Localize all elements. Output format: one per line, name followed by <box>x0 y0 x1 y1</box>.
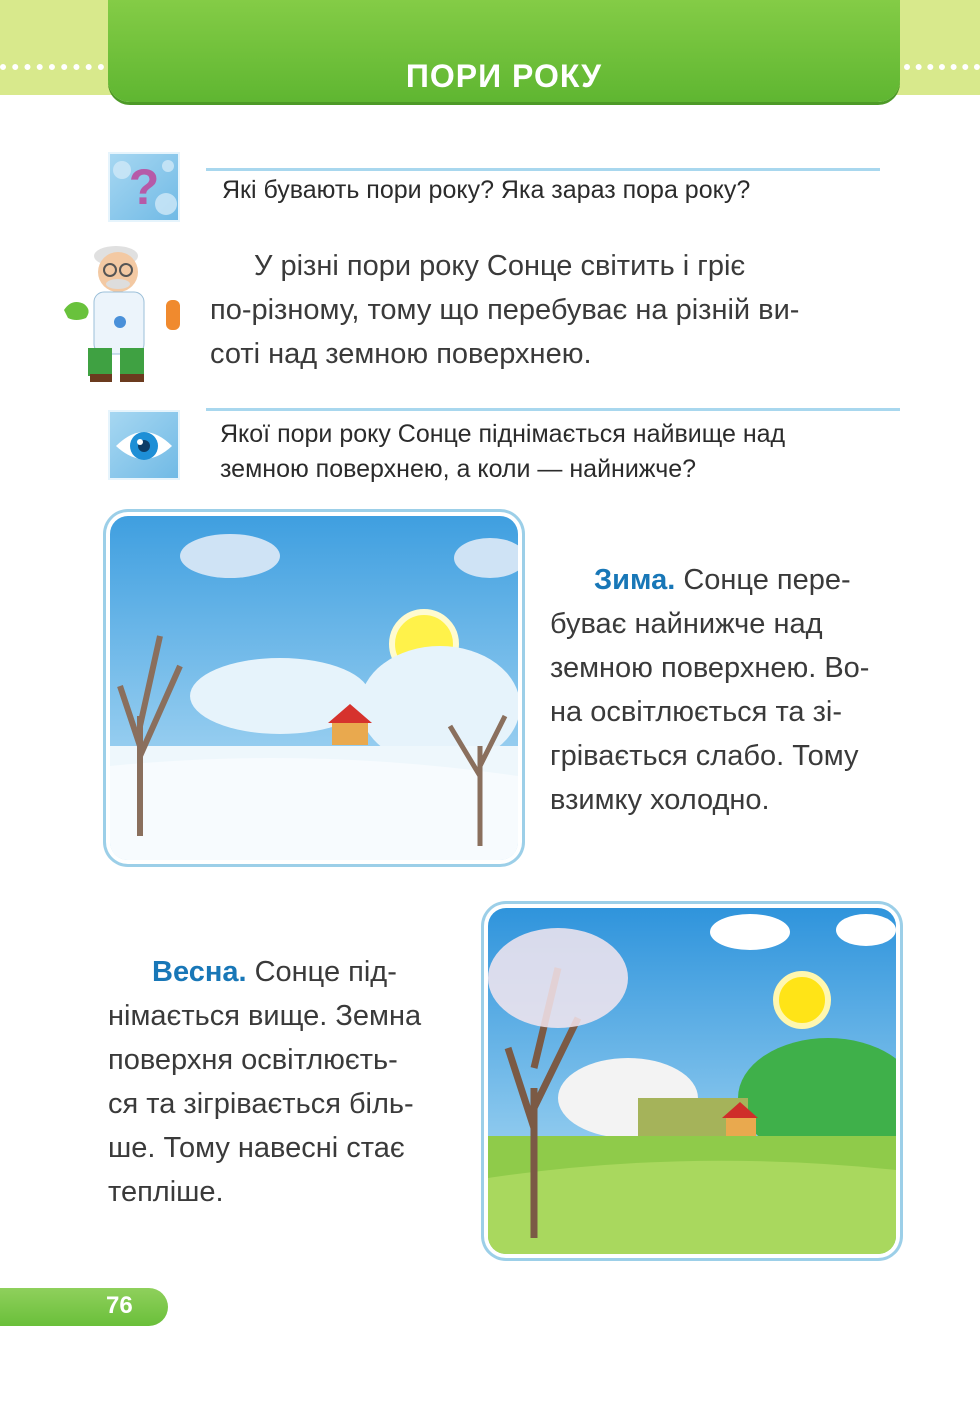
page-number: 76 <box>106 1292 133 1319</box>
question-text: Які бувають пори року? Яка зараз пора року? <box>222 176 751 204</box>
spring-line-3: поверхня освітлюєть- <box>108 1044 398 1076</box>
observe-line-2: земною поверхнею, а коли — найнижче? <box>220 455 697 483</box>
header-dots-left <box>0 64 104 78</box>
winter-line-6: взимку холодно. <box>550 784 770 816</box>
winter-term: Зима. <box>594 564 676 596</box>
intro-line-2: по-різному, тому що перебуває на різній ви- <box>210 294 800 326</box>
scientist-character <box>58 240 198 390</box>
question-rule <box>206 168 880 171</box>
svg-text:?: ? <box>128 159 160 215</box>
winter-line-3: земною поверхнею. Во- <box>550 652 870 684</box>
observe-rule <box>206 408 900 411</box>
eye-icon <box>108 410 180 480</box>
intro-line-1: У різні пори року Сонце світить і гріє <box>254 250 746 282</box>
intro-paragraph <box>210 244 900 376</box>
header-dots-right <box>904 64 980 78</box>
spring-line-5: ше. Тому навесні стає <box>108 1132 405 1164</box>
observe-line-1: Якої пори року Сонце піднімається найвище над <box>220 420 786 448</box>
header-band-right <box>890 0 980 95</box>
spring-landscape-illustration <box>488 908 896 1254</box>
question-mark-icon <box>108 152 180 222</box>
spring-paragraph <box>108 950 458 1214</box>
winter-line-1: Сонце пере- <box>675 564 851 596</box>
page-number-tab <box>0 1288 168 1326</box>
spring-line-4: ся та зігрівається біль- <box>108 1088 414 1120</box>
winter-line-2: буває найнижче над <box>550 608 823 640</box>
header-band-left <box>0 0 120 95</box>
winter-line-4: на освітлюється та зі- <box>550 696 842 728</box>
spring-line-1: Сонце під- <box>246 956 397 988</box>
winter-landscape-illustration <box>110 516 518 860</box>
winter-line-5: грівається слабо. Тому <box>550 740 859 772</box>
spring-line-2: німається вище. Земна <box>108 1000 422 1032</box>
spring-line-6: тепліше. <box>108 1176 224 1208</box>
winter-paragraph <box>550 558 900 822</box>
intro-line-3: соті над земною поверхнею. <box>210 338 592 370</box>
page-title: ПОРИ РОКУ <box>405 58 603 94</box>
observe-question <box>220 417 785 487</box>
spring-term: Весна. <box>152 956 247 988</box>
header-tab <box>108 0 900 102</box>
